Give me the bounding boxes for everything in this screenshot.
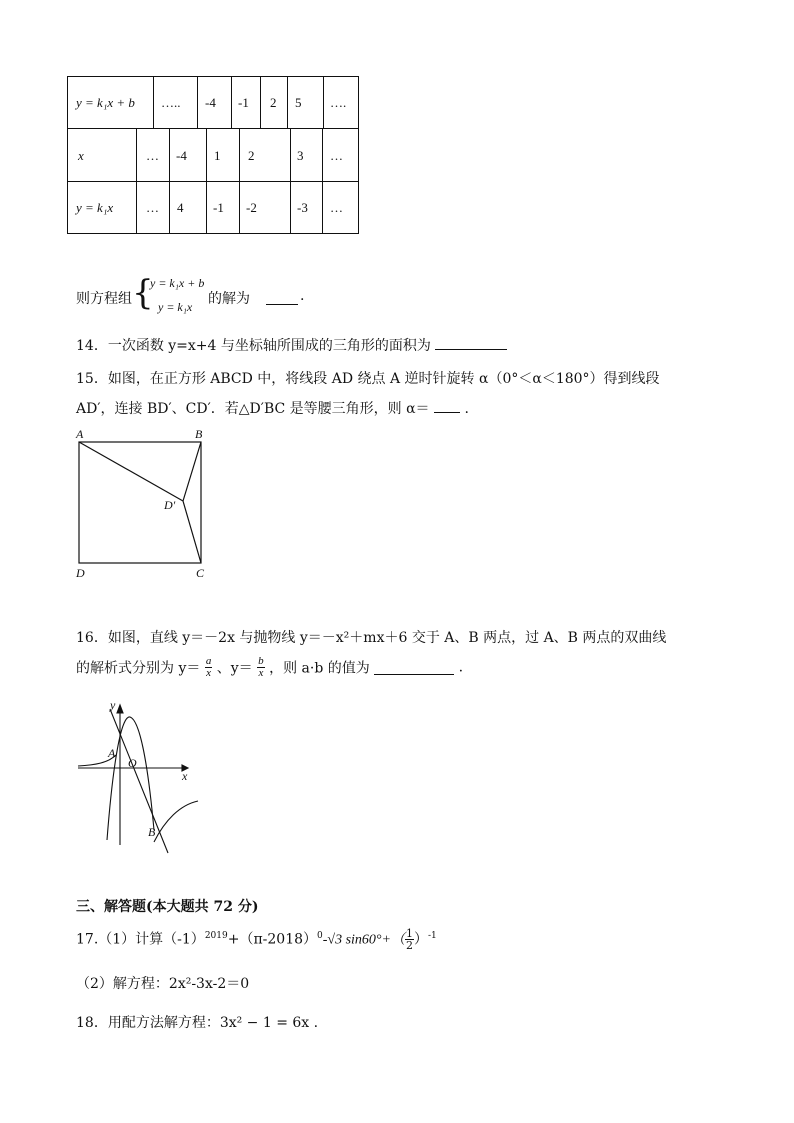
- q15-line1: 15．如图，在正方形 ABCD 中，将线段 AD 绕点 A 逆时针旋转 α（0°＜α＜180°）得到线段: [76, 371, 660, 387]
- square-diagram: [70, 425, 220, 585]
- q14-line: [76, 335, 546, 355]
- half-num: 1: [405, 927, 413, 940]
- q15-line2-text: AD′，连接 BD′、CD′．若△D′BC 是等腰三角形，则 α＝: [76, 401, 430, 417]
- table-cell: …: [146, 200, 159, 215]
- origin-label: O: [128, 756, 137, 770]
- q16-end: .: [458, 659, 464, 676]
- frac2-num: b: [258, 655, 264, 667]
- table-cell: …: [146, 148, 159, 163]
- table-row3-label: y = k₁x: [76, 200, 114, 215]
- q16-sep: 、y＝: [216, 660, 253, 677]
- label-D-prime: D′: [164, 498, 176, 512]
- q17-line2: （2）解方程：2x²-3x-2＝0: [76, 976, 250, 992]
- fraction-one-half: [405, 928, 414, 951]
- table-row1-label: y = k₁x + b: [76, 95, 135, 110]
- q16-line1: 16．如图，直线 y＝－2x 与抛物线 y＝－x²＋mx＋6 交于 A、B 两点，过 A、B 两点的双曲线: [76, 630, 667, 646]
- q17-part1: 17.（1）计算（-1）: [76, 931, 205, 948]
- q17-exp2: 0: [317, 930, 323, 941]
- q18-line: 18．用配方法解方程：3x² − 1 = 6x .: [76, 1015, 319, 1031]
- table-cell: -2: [246, 200, 257, 215]
- q13-line: [76, 272, 376, 318]
- q14-answer-blank: [435, 335, 507, 350]
- table-grid: [0, 0, 794, 240]
- q16-graph-figure: [70, 695, 220, 860]
- label-B: B: [195, 427, 203, 441]
- value-table: [0, 0, 794, 240]
- table-cell: 2: [270, 95, 277, 110]
- table-cell: ….: [330, 95, 347, 110]
- table-cell: -3: [297, 200, 308, 215]
- table-cell: 4: [177, 200, 184, 215]
- q13-prefix: 则方程组: [76, 291, 132, 307]
- q16-answer-blank: [374, 660, 454, 675]
- q13-answer-blank: [266, 290, 298, 305]
- label-C: C: [196, 566, 205, 580]
- q13-eq2: y = k₁x: [158, 300, 193, 314]
- table-cell: …: [330, 148, 343, 163]
- q17-part2: +（π-2018）: [227, 931, 318, 948]
- parabola-line-diagram: [70, 695, 220, 860]
- q16-line2-b: ，则 a·b 的值为: [269, 660, 370, 677]
- q13-end: .: [300, 288, 305, 304]
- axis-y-label: y: [110, 698, 116, 712]
- table-cell: -1: [238, 95, 249, 110]
- q15-square-figure: [70, 425, 220, 585]
- table-cell: 1: [214, 148, 221, 163]
- frac1-num: a: [205, 655, 212, 667]
- q17-part3: -√3 sin60°+（: [322, 932, 405, 948]
- axis-x-label: x: [182, 769, 188, 783]
- q15-end: .: [464, 401, 469, 417]
- q13-suffix: 的解为: [208, 291, 250, 307]
- q17-part4: ）: [413, 931, 428, 948]
- section3-title: 三、解答题(本大题共 72 分): [76, 899, 259, 915]
- table-cell: 2: [248, 148, 255, 163]
- table-cell: -1: [213, 200, 224, 215]
- q13-eq1: y = k₁x + b: [150, 276, 205, 290]
- q14-text: 14．一次函数 y=x+4 与坐标轴所围成的三角形的面积为: [76, 338, 431, 354]
- table-cell: …..: [161, 95, 181, 110]
- table-cell: -4: [176, 148, 187, 163]
- frac2-den: x: [258, 667, 264, 679]
- table-row2-label: x: [78, 148, 84, 163]
- q15-line2: [76, 398, 469, 418]
- frac1-den: x: [206, 667, 211, 679]
- label-D: D: [76, 566, 85, 580]
- table-cell: -4: [205, 95, 216, 110]
- label-A: A: [76, 427, 84, 441]
- fraction-a-over-x: [205, 656, 213, 679]
- q15-answer-blank: [434, 398, 460, 413]
- q17-exp3: -1: [427, 930, 437, 941]
- half-den: 2: [405, 939, 413, 952]
- point-B-label: B: [148, 825, 156, 839]
- brace-symbol: {: [132, 273, 154, 313]
- q17-line1: [76, 928, 437, 958]
- fraction-b-over-x: [257, 656, 265, 679]
- table-cell: 5: [295, 95, 302, 110]
- q16-line2-a: 的解析式分别为 y＝: [76, 660, 201, 677]
- point-A-label: A: [108, 746, 116, 760]
- q17-exp1: 2019: [204, 930, 228, 941]
- table-cell: 3: [297, 148, 304, 163]
- q16-line2: [76, 656, 463, 690]
- table-cell: …: [330, 200, 343, 215]
